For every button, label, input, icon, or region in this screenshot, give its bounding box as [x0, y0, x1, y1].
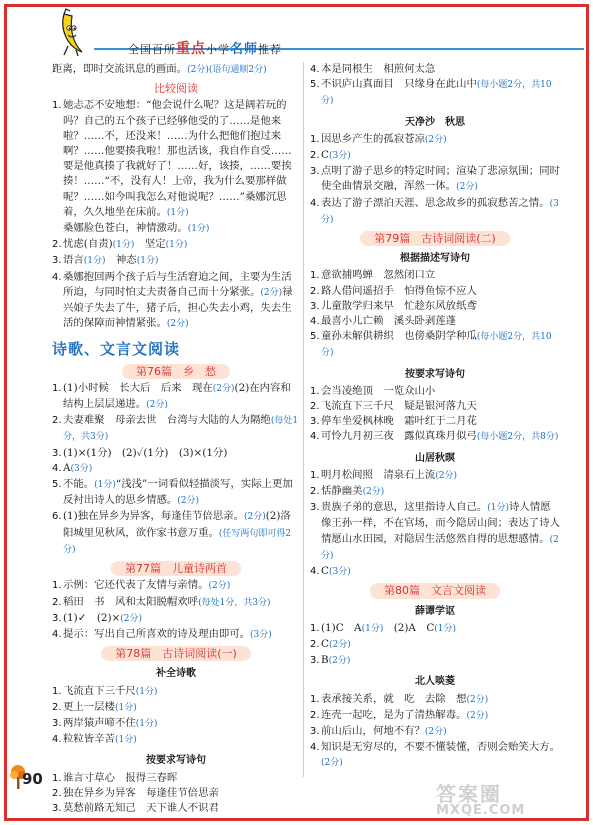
answer-content: 明月松间照 清泉石上流 [321, 468, 436, 481]
item-number: 1. [52, 382, 62, 394]
chapter-title: 第76篇 乡 愁 [122, 364, 230, 379]
item-number: 4. [310, 742, 320, 754]
item-number: 4. [310, 566, 320, 578]
item-number: 1. [310, 270, 320, 282]
column-divider [303, 62, 304, 777]
score-note: (3分) [70, 463, 93, 474]
chapter-heading [52, 646, 300, 661]
answer-content: (1)C A [321, 621, 362, 634]
answer-content: 桑娜脸色苍白，神情激动。 [63, 222, 188, 235]
subsection-title: 按要求写诗句 [405, 368, 465, 380]
answer-item [52, 381, 300, 413]
item-number: 4. [52, 734, 62, 746]
answer-content: 稻田 书 风和太阳脱帽欢呼 [63, 595, 199, 608]
answer-content: 禄兴娘子失去了牛，猪子后，担心失去小鸡，失去生活的保障而神情紧张。 [63, 285, 293, 330]
item-number: 1. [310, 133, 320, 145]
answer-item [310, 384, 560, 399]
answer-item [310, 500, 560, 564]
item-number: 3. [52, 612, 62, 624]
item-number: 1. [52, 580, 62, 592]
answer-item [310, 329, 560, 361]
chapter-title: 第77篇 儿童诗两首 [111, 561, 241, 576]
item-number: 1. [52, 100, 62, 112]
item-number: 3. [52, 717, 62, 729]
answer-item [310, 692, 560, 708]
subsection-title: 根据描述写诗句 [400, 253, 470, 265]
answer-item [52, 771, 300, 786]
item-number: 4. [52, 628, 62, 640]
score-note: (2分) [260, 287, 283, 298]
answer-content: C [321, 637, 329, 650]
subsection-title: 薛谭学讴 [415, 605, 455, 617]
item-number: 3. [52, 447, 62, 459]
answer-item [52, 446, 300, 461]
answer-content: 桑娜抱回两个孩子后与生活窘迫之间，主要为生活所迫，与同时怕丈夫责备自己而十分紧张。 [63, 270, 292, 298]
answer-content: 飞流直下三千尺 疑是银河落九天 [321, 400, 477, 413]
answer-content: 示例：它还代表了友情与亲情。 [63, 579, 209, 592]
item-number: 5. [52, 479, 62, 491]
answer-content: 诗人情愿像王孙一样，不在官场，而今隐居山间；表达了诗人情愿山水田园，对隐居生活悠然自得的思想感情。 [321, 501, 560, 545]
score-note: (2分) [328, 639, 351, 650]
chapter-title: 第79篇 古诗词阅读(二) [360, 231, 510, 246]
score-note: (2分) [362, 487, 385, 498]
item-number: 4. [52, 271, 62, 283]
answer-item [52, 477, 300, 509]
item-number: 1. [52, 772, 62, 784]
answer-item [52, 253, 300, 269]
item-number: 1. [310, 469, 320, 481]
answer-content: 意欲捕鸣蝉 忽然闭口立 [321, 269, 436, 282]
score-note: (2分) [424, 134, 447, 145]
score-note: (1分) [135, 686, 158, 697]
score-note: (2分) [120, 613, 142, 624]
section-title: 比较阅读 [154, 82, 198, 96]
answer-item [52, 595, 300, 611]
answer-content: 莫愁前路无知己 天下谁人不识君 [63, 801, 219, 814]
score-note: (3分) [321, 198, 559, 225]
item-number: 2. [310, 709, 320, 721]
answer-content: 不能。 [63, 478, 95, 491]
answer-content: “浅浅”一词看似轻描淡写，实际上更加反衬出诗人的思乡情感。 [63, 478, 293, 507]
answer-item [52, 700, 300, 716]
item-number: 3. [310, 502, 320, 514]
score-note: (2分) [456, 182, 478, 193]
answer-content: 她忐忑不安地想：“他会说什么呢？这是阔若玩的吗？自己的五个孩子已经够他受的了……是他来啦？……不，还没来！……为什么把他们抱过来啊？……他要揍我啦！那也活该，我自作自受……要是他真揍了我就好了！……好，该揍，……要挨揍！……“不，没有人！上帝，我为什么要那样做呢？……如今叫我怎么对他说呢？……”桑娜沉思着，久久地坐在床前。 [63, 99, 292, 218]
answer-content: 因思乡产生的孤寂苍凉 [321, 132, 425, 145]
page-header [10, 8, 585, 58]
answer-content: (1)独在异乡为异客，每逢佳节倍思亲。 [63, 510, 244, 523]
answer-content: 最喜小儿亡赖 溪头卧剥莲蓬 [321, 315, 457, 328]
answer-content: (2)洛阳城里见秋风，欲作家书意万重。 [63, 510, 291, 539]
answer-content: 恬静幽美 [321, 485, 363, 498]
answer-item [52, 578, 300, 594]
item-number: 5. [310, 79, 320, 91]
answer-content: 夫妻难聚 母亲去世 台湾与大陆的人为隔绝 [63, 414, 271, 427]
answer-item [310, 62, 560, 77]
item-number: 2. [52, 701, 62, 713]
item-number: 2. [52, 239, 62, 251]
answer-item [52, 732, 300, 748]
answer-content: 可怜九月初三夜 露似真珠月似弓 [321, 430, 477, 443]
item-number: 1. [310, 385, 320, 397]
score-note: (2分) [328, 656, 351, 667]
header-suffix: 推荐 [258, 43, 283, 56]
answer-content: 不识庐山真面目 只缘身在此山中 [321, 78, 477, 91]
score-note: (2分) [208, 581, 231, 592]
score-note: (1分) [166, 207, 189, 218]
answer-item [52, 786, 300, 801]
right-column [310, 62, 560, 772]
answer-content: A [63, 461, 71, 474]
answer-item [310, 429, 560, 445]
score-note: (3分) [250, 629, 272, 640]
answer-item [52, 684, 300, 700]
answer-item [52, 270, 300, 333]
answer-item [52, 716, 300, 732]
answer-content: 贵族子弟的意思，这里指诗人自己。 [321, 501, 488, 514]
score-note: (1分) [114, 702, 137, 713]
score-note: (2分) [424, 726, 447, 737]
chapter-heading [310, 231, 560, 246]
answer-content: 儿童散学归来早 忙趁东风放纸鸢 [321, 299, 477, 312]
score-note: (1分) [487, 503, 509, 514]
answer-item [310, 164, 560, 195]
item-number: 4. [52, 462, 62, 474]
score-note: (2分) [435, 470, 458, 481]
answer-content: (1)✓ (2)× [63, 611, 121, 624]
banana-mascot-icon [50, 8, 100, 58]
score-note: (2分) [466, 710, 489, 721]
answer-item [310, 653, 560, 669]
answer-item [310, 621, 560, 637]
score-note: (1分) [135, 718, 158, 729]
score-note: (1分) [434, 623, 457, 634]
chapter-heading [52, 364, 300, 379]
item-number: 3. [52, 255, 62, 267]
score-note: (2分)(语句通顺2分) [187, 65, 267, 75]
answer-text [52, 62, 300, 78]
answer-text [52, 221, 300, 237]
answer-content: 语言 [63, 254, 84, 267]
answer-content: 点明了游子思乡的特定时间；渲染了悲凉氛围；同时使全曲情景交融，浑然一体。 [321, 165, 560, 193]
score-note: (1分) [361, 623, 384, 634]
score-note: (每小题2分，共8分) [476, 432, 559, 443]
answer-item [310, 564, 560, 580]
answer-content: 提示：写出自己所喜欢的诗及理由即可。 [63, 627, 251, 640]
answer-item [52, 461, 300, 477]
score-note: (1分) [136, 256, 159, 267]
answer-content: 独在异乡为异客 每逢佳节倍思亲 [63, 786, 219, 799]
answer-content: 前山后山，何地不有？ [321, 724, 425, 737]
item-number: 4. [310, 316, 320, 328]
score-note: (2分) [466, 694, 489, 705]
answer-content: (2)A C [383, 621, 435, 634]
answer-content: 表承接关系，就 吃 去除 想 [321, 692, 467, 705]
chapter-title: 第78篇 古诗词阅读(一) [101, 646, 251, 661]
answer-item [310, 414, 560, 429]
answer-content: 距离，即时交流讯息的画面。 [52, 63, 188, 75]
item-number: 1. [310, 622, 320, 634]
item-number: 1. [310, 693, 320, 705]
item-number: 6. [52, 511, 62, 523]
answer-content: B [321, 654, 329, 667]
answer-content: (1)×(1分) (2)✓(1分) (3)×(1分) [63, 446, 228, 459]
chapter-title: 第80篇 文言文阅读 [370, 583, 500, 598]
score-note: (3分) [328, 567, 351, 578]
answer-content: 停车坐爱枫林晚 霜叶红于二月花 [321, 415, 477, 428]
answer-content: 童孙未解供耕织 也傍桑阴学种瓜 [321, 330, 477, 343]
score-note: (每小题2分，共10分) [321, 332, 552, 359]
item-number: 3. [310, 166, 320, 178]
subsection-title: 天净沙 秋思 [405, 116, 465, 128]
answer-item [52, 801, 300, 816]
item-number: 5. [310, 331, 320, 343]
answer-content: 连壳一起吃，是为了清热解毒。 [321, 708, 467, 721]
answer-content: 飞流直下三千尺 [63, 684, 136, 697]
answer-item [310, 77, 560, 109]
score-note: (每小题2分，共10分) [321, 80, 552, 107]
watermark-top: 答案圈 [436, 782, 502, 806]
answer-item [52, 509, 300, 558]
score-note: (2分) [166, 319, 189, 330]
answer-content: (1)小时候 长大后 后来 现在 [63, 381, 213, 394]
score-note: (2分) [146, 400, 168, 411]
answer-item [310, 399, 560, 414]
answer-item [52, 627, 300, 643]
answer-item [310, 268, 560, 283]
item-number: 1. [52, 685, 62, 697]
item-number: 4. [310, 64, 320, 75]
item-number: 3. [310, 725, 320, 737]
header-slogan [128, 38, 282, 58]
answer-item [52, 237, 300, 253]
answer-item [310, 196, 560, 228]
item-number: 2. [52, 596, 62, 608]
page-number: 90 [22, 770, 43, 788]
score-note: (1分) [165, 240, 188, 251]
answer-content: 表达了游子漂泊天涯、思念故乡的孤寂愁苦之情。 [321, 196, 550, 209]
header-prefix: 全国百所 [128, 43, 176, 56]
answer-item [52, 611, 300, 627]
item-number: 2. [310, 401, 320, 413]
subsection-title: 按要求写诗句 [146, 755, 206, 767]
header-highlight: 重点 [176, 41, 206, 57]
answer-item [310, 299, 560, 314]
answer-item [310, 314, 560, 329]
answer-content: 两岸猿声啼不住 [63, 716, 136, 729]
answer-item [310, 484, 560, 500]
score-note: (3分) [328, 151, 351, 162]
answer-item [310, 148, 560, 164]
score-note: (2分) [321, 534, 559, 561]
left-column [52, 62, 300, 816]
score-note: (2分) [243, 512, 266, 523]
answer-item [310, 637, 560, 653]
score-note: (1分) [112, 240, 135, 251]
item-number: 2. [310, 486, 320, 498]
chapter-heading [52, 561, 300, 576]
watermark-bottom: MXQE.COM [436, 803, 526, 818]
subsection-title: 山居秋暝 [415, 452, 455, 464]
score-note: (1分) [114, 735, 137, 746]
answer-content: C [321, 149, 329, 162]
answer-item [52, 413, 300, 445]
subsection-title: 补全诗歌 [156, 668, 196, 680]
chapter-heading [310, 583, 560, 598]
item-number: 3. [310, 416, 320, 428]
answer-content: 谁言寸草心 报得三春晖 [63, 771, 178, 784]
score-note: (1分) [83, 256, 106, 267]
item-number: 2. [310, 150, 320, 162]
answer-content: C [321, 565, 329, 578]
item-number: 3. [310, 300, 320, 312]
answer-item [52, 98, 300, 221]
item-number: 2. [52, 787, 62, 799]
answer-content: 更上一层楼 [63, 700, 115, 713]
header-middle: 小学 [206, 43, 230, 56]
answer-item [310, 132, 560, 148]
score-note: (任写两句即可得2分) [63, 528, 292, 555]
score-note: (2分) [321, 758, 343, 769]
header-highlight2: 名师 [230, 42, 259, 57]
answer-content: 路人借问遥招手 怕得鱼惊不应人 [321, 284, 477, 297]
item-number: 4. [310, 197, 320, 209]
answer-item [310, 284, 560, 299]
answer-content: 知识是无穷尽的，不要不懂装懂，否则会贻笑大方。 [321, 741, 560, 754]
item-number: 2. [52, 415, 62, 427]
subsection-title: 北人啖菱 [415, 676, 455, 688]
answer-content: 本是同根生 相煎何太急 [321, 63, 436, 75]
answer-content: 会当凌绝顶 一览众山小 [321, 384, 436, 397]
score-note: (2分) [177, 496, 200, 507]
answer-item [310, 724, 560, 740]
answer-item [310, 708, 560, 724]
score-note: (2分) [212, 383, 235, 394]
answer-content: (2)在内容和结构上层层递进。 [63, 381, 291, 411]
item-number: 3. [310, 655, 320, 667]
item-number: 2. [310, 638, 320, 650]
watermark [436, 778, 525, 818]
item-number: 4. [310, 431, 320, 443]
score-note: (1分) [94, 480, 116, 491]
answer-content: 粒粒皆辛苦 [63, 733, 115, 746]
answer-item [310, 468, 560, 484]
score-note: (每处1分，共3分) [198, 597, 271, 608]
answer-content: 坚定 [134, 238, 166, 251]
answer-content: 忧虑(自责) [63, 238, 113, 251]
part-heading: 诗歌、文言文阅读 [52, 340, 181, 359]
answer-item [310, 740, 560, 771]
score-note: (1分) [187, 224, 210, 235]
item-number: 2. [310, 285, 320, 297]
answer-content: 神态 [105, 254, 137, 267]
score-note: (每处1分，共3分) [63, 416, 299, 443]
item-number: 3. [52, 802, 62, 814]
